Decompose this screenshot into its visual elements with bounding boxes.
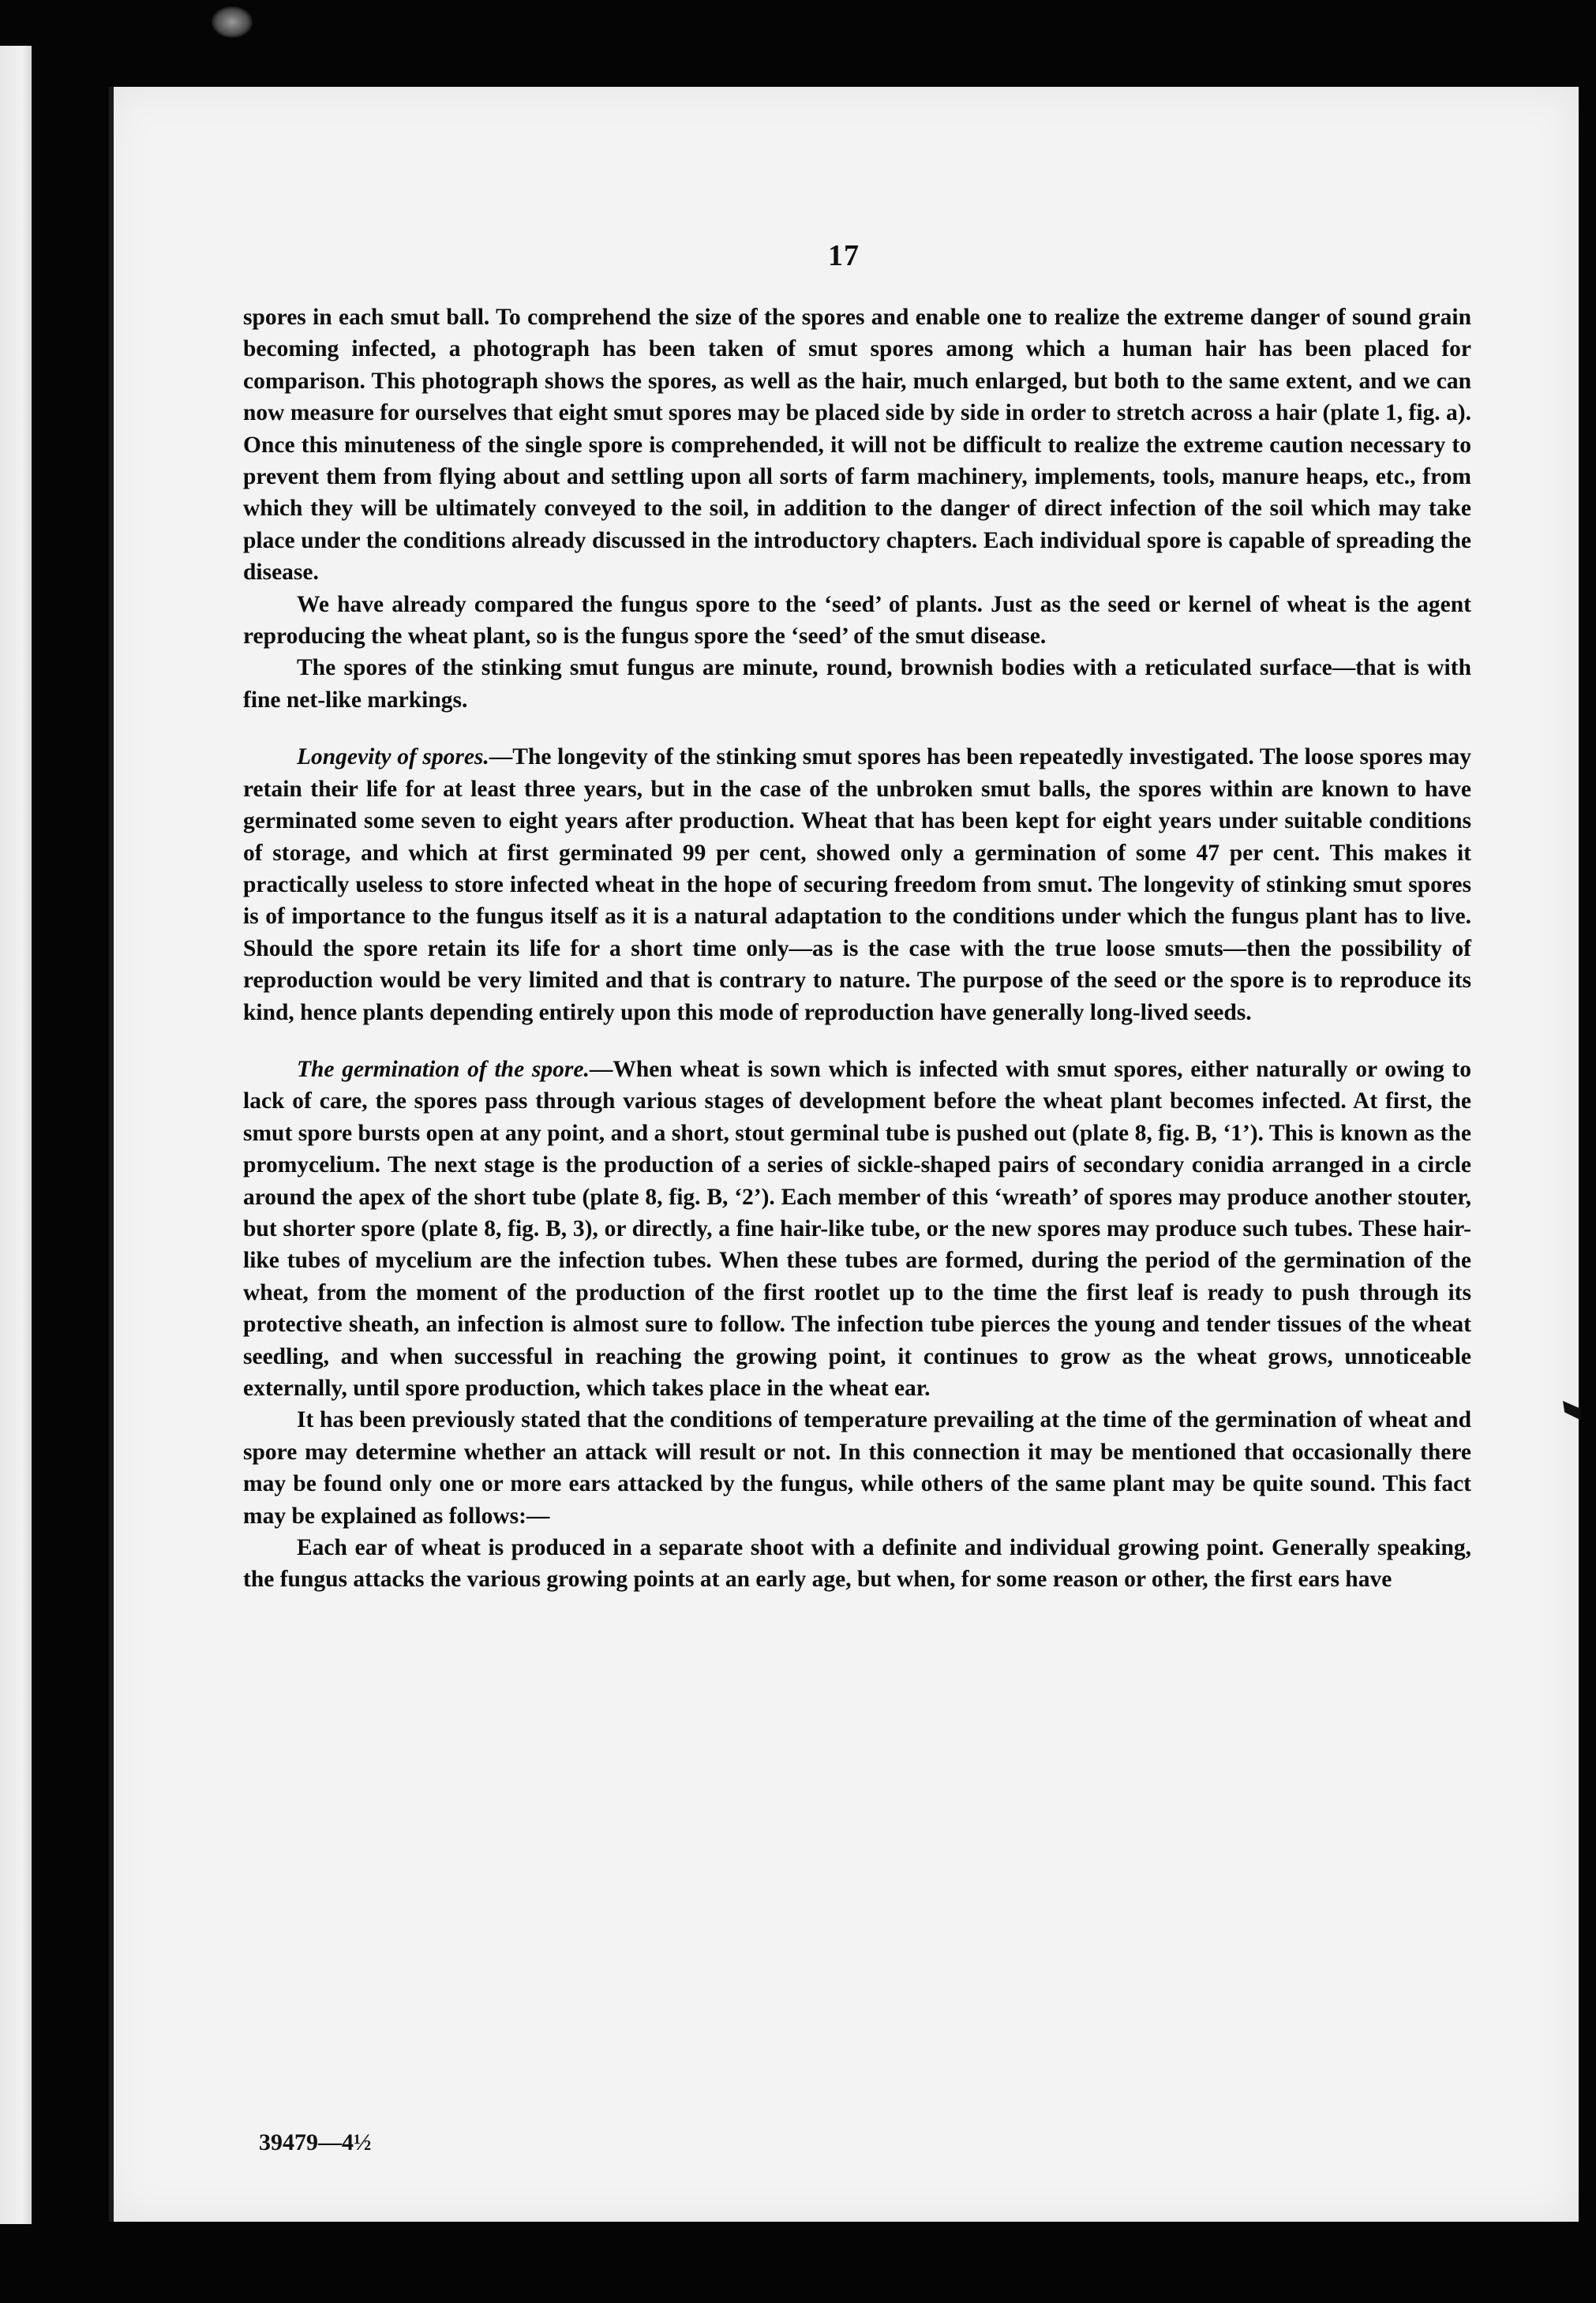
body-text: [243, 301, 1471, 1596]
paragraph: Each ear of wheat is produced in a separate shoot with a definite and individual growing point. Generally speaking, the fungus attacks the various growing points at an early age, but when, for some reason or other, the first ears have: [243, 1535, 1471, 1593]
page-number: 17: [828, 239, 860, 272]
paragraph: It has been previously stated that the conditions of temperature prevailing at the time of the germination of wheat and spore may determine whether an attack will result or not. In this connection it may be mentioned that occasionally there may be found only one or more ears attacked by the fungus, while others of the same plant may be quite sound. This fact may be explained as follows:—: [243, 1407, 1471, 1529]
adjacent-page-edge: [0, 46, 32, 2224]
document-page: [109, 87, 1579, 2222]
print-code: 39479—4½: [259, 2129, 372, 2155]
paragraph-text: —The longevity of the stinking smut spores has been repeatedly investigated. The loose spores may retain their life for at least three years, but in the case of the unbroken smut balls, the spores within are known to have germinated some seven to eight years after production. Wheat that has been kept for eight years under suitable conditions of storage, and which at first germinated 99 per cent, showed only a germination of some 47 per cent. This makes it practically useless to store infected wheat in the hope of securing freedom from smut. The longevity of stinking smut spores is of importance to the fungus itself as it is a natural adaptation to the conditions under which the fungus plant has to live. Should the spore retain its life for a short time only—as is the case with the true loose smuts—then the possibility of reproduction would be very limited and that is contrary to nature. The purpose of the seed or the spore is to reproduce its kind, hence plants depending entirely upon this mode of reproduction have generally long-lived seeds.: [243, 744, 1471, 1025]
paragraph-text: —When wheat is sown which is infected with smut spores, either naturally or owing to lack of care, the spores pass through various stages of development before the wheat plant becomes infected. At first, the smut spore bursts open at any point, and a short, stout germinal tube is pushed out (plate 8, fig. B, ‘1’). This is known as the promycelium. The next stage is the production of a series of sickle-shaped pairs of secondary conidia arranged in a circle around the apex of the short tube (plate 8, fig. B, ‘2’). Each member of this ‘wreath’ of spores may produce another stouter, but shorter spore (plate 8, fig. B, 3), or directly, a fine hair-like tube, or the new spores may produce such tubes. These hair-like tubes of mycelium are the infection tubes. When these tubes are formed, during the period of the germination of the wheat, from the moment of the production of the first rootlet up to the time the first leaf is ready to push through its protective sheath, an infection is almost sure to follow. The infection tube pierces the young and tender tissues of the wheat seedling, and when successful in reaching the growing point, it continues to grow as the wheat grows, unnoticeable externally, until spore production, which takes place in the wheat ear.: [243, 1056, 1472, 1401]
paragraph: spores in each smut ball. To comprehend the size of the spores and enable one to realize the extreme danger of sound grain becoming infected, a photograph has been taken of smut spores among which a human hair has been placed for comparison. This photograph shows the spores, as well as the hair, much enlarged, but both to the same extent, and we can now measure for ourselves that eight smut spores may be placed side by side in order to stretch across a hair (plate 1, fig. a). Once this minuteness of the single spore is comprehended, it will not be difficult to realize the extreme caution necessary to prevent them from flying about and settling upon all sorts of farm machinery, implements, tools, manure heaps, etc., from which they will be ultimately conveyed to the soil, in addition to the danger of direct infection of the soil which may take place under the conditions already discussed in the introductory chapters. Each individual spore is capable of spreading the disease.: [243, 305, 1471, 586]
paragraph: [243, 741, 1471, 1028]
scan-artifact: [212, 6, 253, 38]
section-heading: The germination of the spore.: [297, 1056, 590, 1082]
paragraph: The spores of the stinking smut fungus are minute, round, brownish bodies with a reticulated surface—that is with fine net-like markings.: [243, 655, 1471, 713]
page-edge-mark: [1563, 1401, 1580, 1420]
section-heading: Longevity of spores.: [297, 744, 489, 770]
paragraph: [243, 1054, 1471, 1404]
paragraph: We have already compared the fungus spore to the ‘seed’ of plants. Just as the seed or kernel of wheat is the agent reproducing the wheat plant, so is the fungus spore the ‘seed’ of the smut disease.: [243, 591, 1471, 650]
